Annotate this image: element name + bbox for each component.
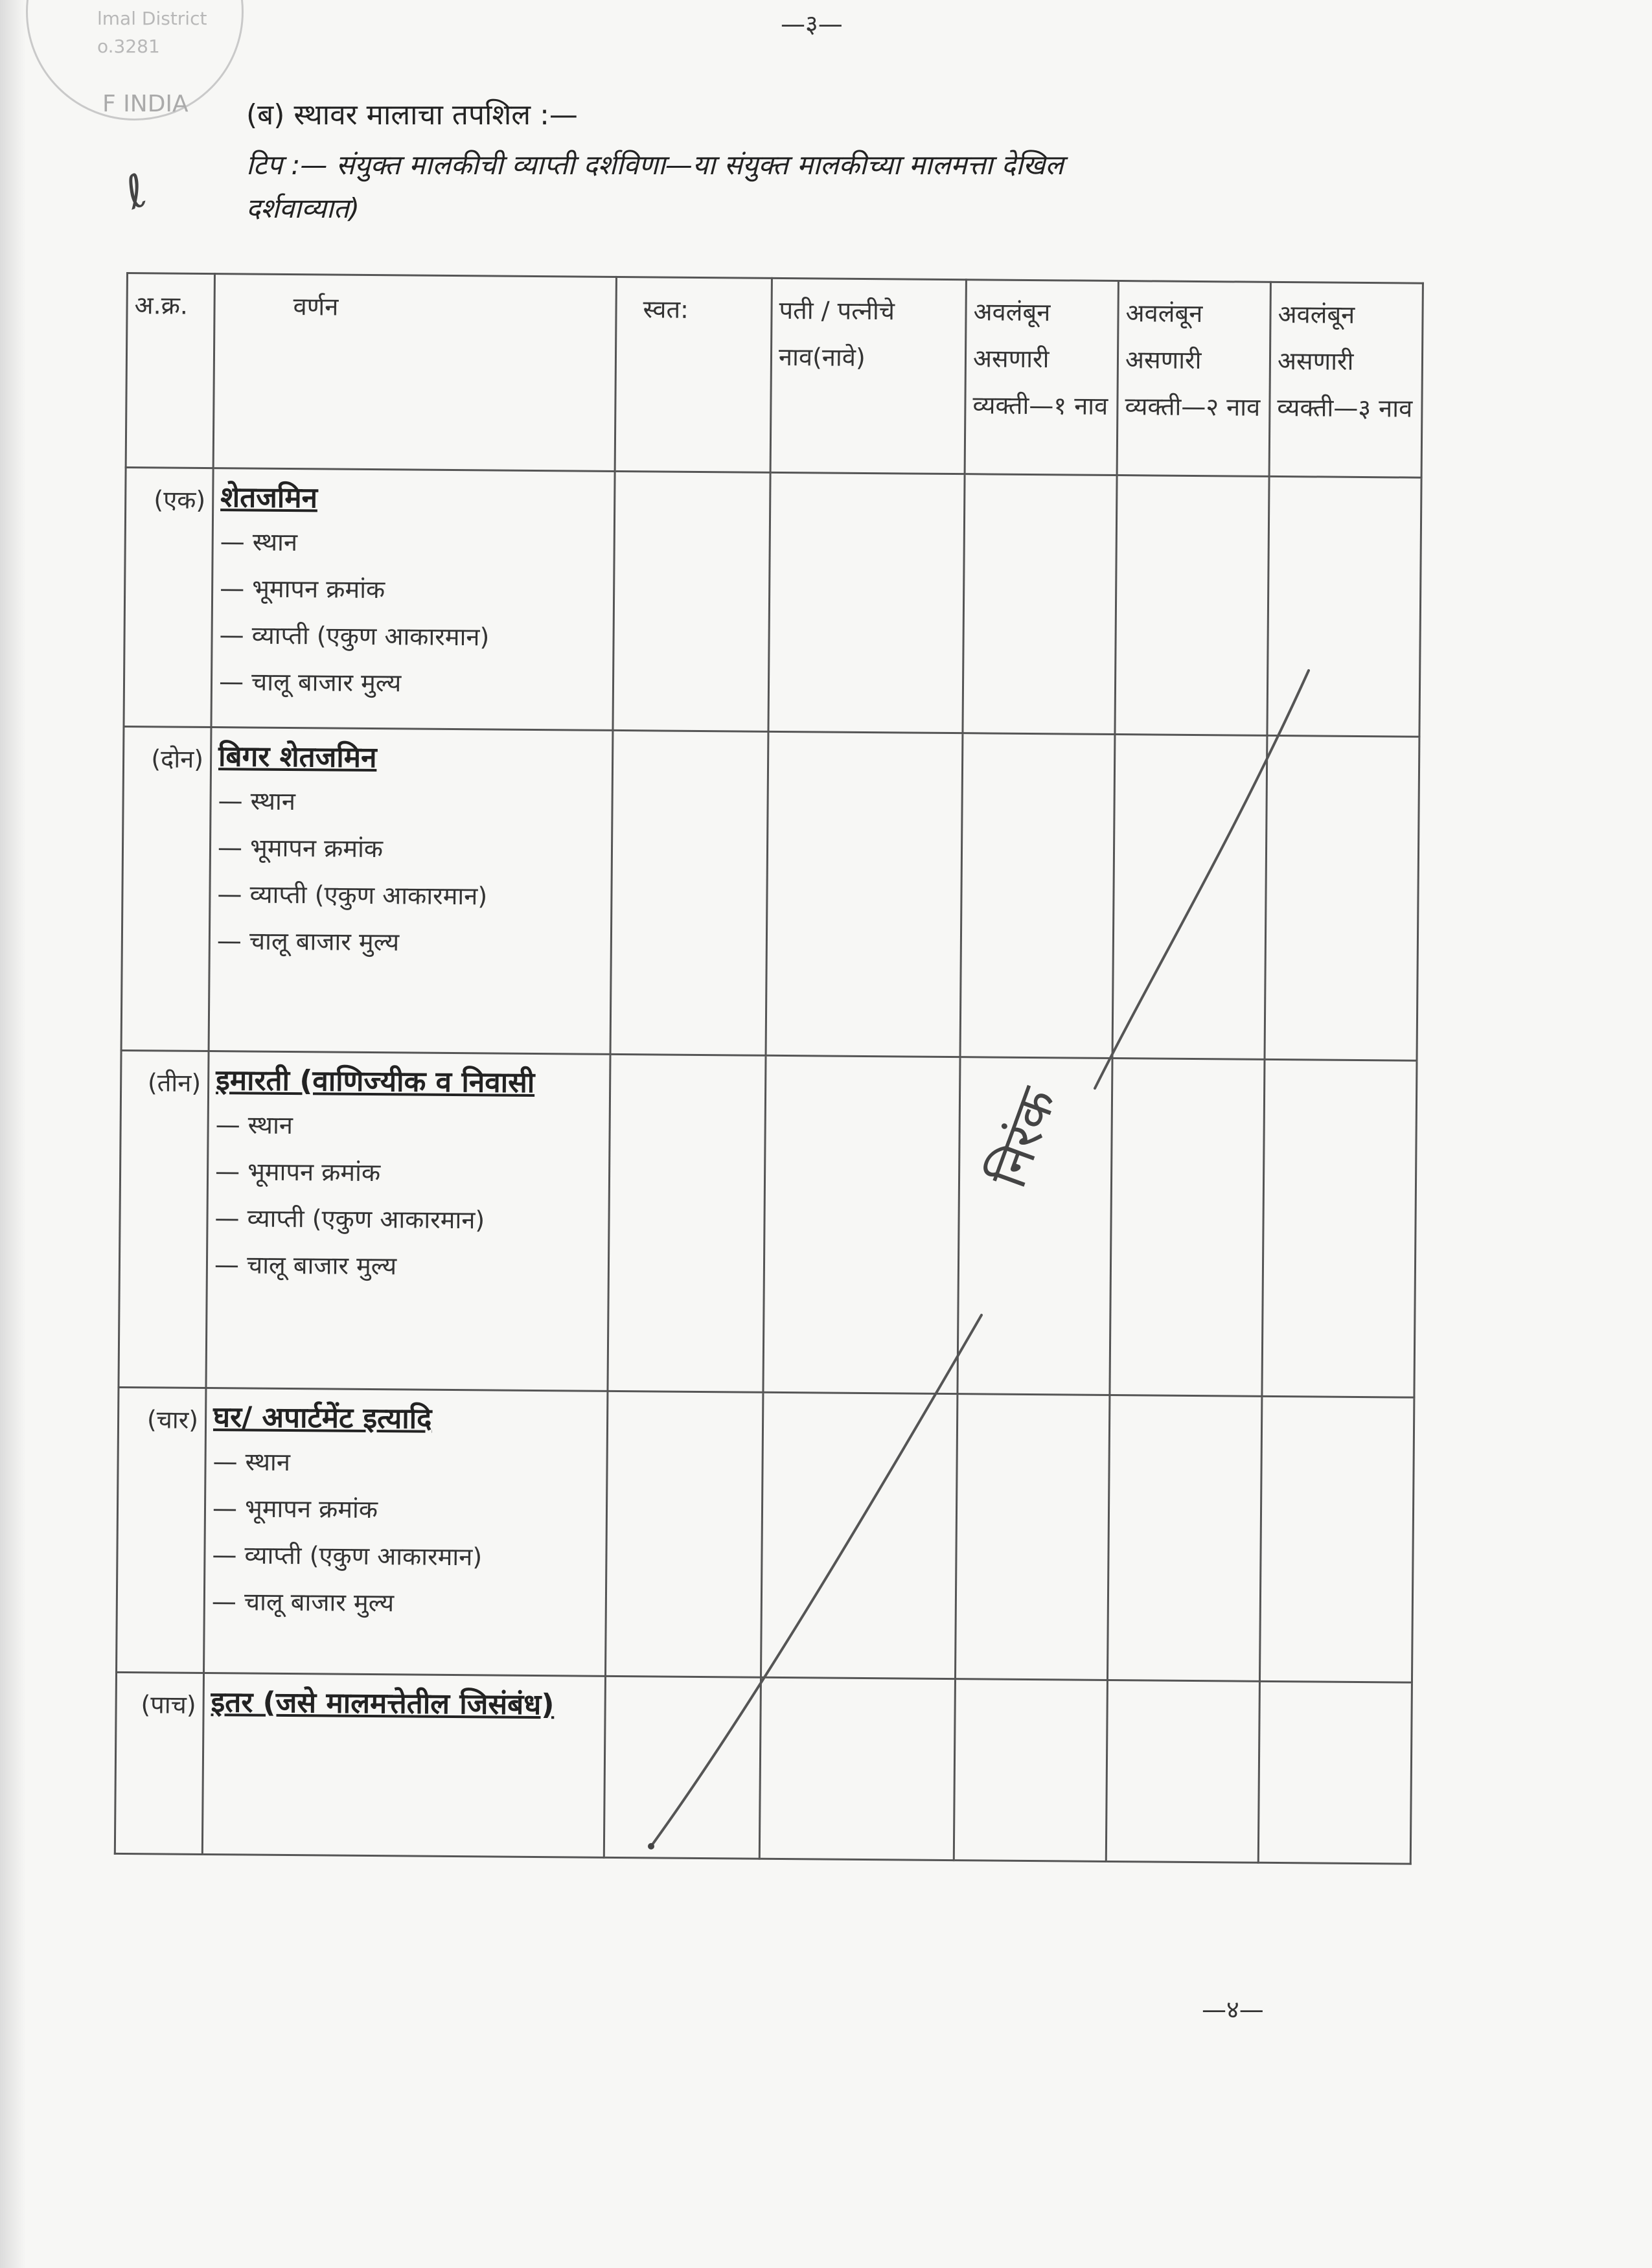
category-title: बिगर शेतजमिन [218,740,377,775]
category-title: इतर (जसे मालमत्तेतील जिसंबंध) [211,1686,555,1722]
category-title: इमारती (वाणिज्यीक व निवासी [216,1064,535,1099]
sub-item: — स्थान [212,1447,291,1477]
section-heading: (ब) स्थावर मालाचा तपशिल :— [246,98,578,132]
sub-item: — चालू बाजार मुल्य [214,1250,397,1281]
sub-item: — स्थान [218,786,296,816]
header-dependent-3: अवलंबून असणारी व्यक्ती—३ नाव [1269,282,1423,477]
page-number-bottom: —४— [1202,1995,1264,2024]
sub-item: — स्थान [215,1110,293,1140]
tip-line-2: दर्शवाव्यात) [246,192,360,224]
sub-item: — भूमापन क्रमांक [214,1157,381,1187]
header-dependent-2: अवलंबून असणारी व्यक्ती—२ नाव [1117,281,1270,477]
sub-item: — चालू बाजार मुल्य [218,667,402,698]
row-serial: (तीन) [119,1050,209,1388]
row-serial: (चार) [117,1387,206,1673]
sub-item: — व्याप्ती (एकुण आकारमान) [212,1541,483,1572]
sub-item: — भूमापन क्रमांक [219,574,385,604]
header-dependent-1: अवलंबून असणारी व्यक्ती—१ नाव [965,280,1118,475]
header-spouse: पती / पत्नीचे नाव(नावे) [770,278,966,474]
tip-line-1: टिप :— संयुक्त मालकीची व्याप्ती दर्शविणा—या संयुक्त मालकीच्या मालमत्ता देखिल [246,149,1064,181]
sub-item: — चालू बाजार मुल्य [216,926,400,957]
row-serial: (पाच) [115,1672,203,1854]
sub-item: — भूमापन क्रमांक [212,1494,378,1524]
stamp-text-2: o.3281 [97,36,160,57]
header-serial: अ.क्र. [126,273,214,468]
sub-item: — व्याप्ती (एकुण आकारमान) [214,1204,485,1235]
row-serial: (एक) [124,468,213,727]
page-number-top: —३— [781,10,843,38]
sub-item: — स्थान [220,527,298,557]
sub-item: — भूमापन क्रमांक [217,833,384,864]
sub-item: — व्याप्ती (एकुण आकारमान) [217,880,488,911]
stamp-text-1: lmal District [97,8,207,29]
handwritten-nil-note: निरंक [979,1081,1068,1195]
header-description: वर्णन [213,274,616,472]
sub-item: — व्याप्ती (एकुण आकारमान) [219,621,490,652]
tick-mark-icon: ℓ [117,163,154,220]
sub-item: — चालू बाजार मुल्य [211,1587,395,1618]
row-serial: (दोन) [121,726,211,1051]
stamp-text-3: F INDIA [102,91,189,117]
header-self: स्वत: [615,277,772,472]
category-title: घर/ अपार्टमेंट इत्यादि [212,1401,432,1436]
category-title: शेतजमिन [220,481,318,515]
